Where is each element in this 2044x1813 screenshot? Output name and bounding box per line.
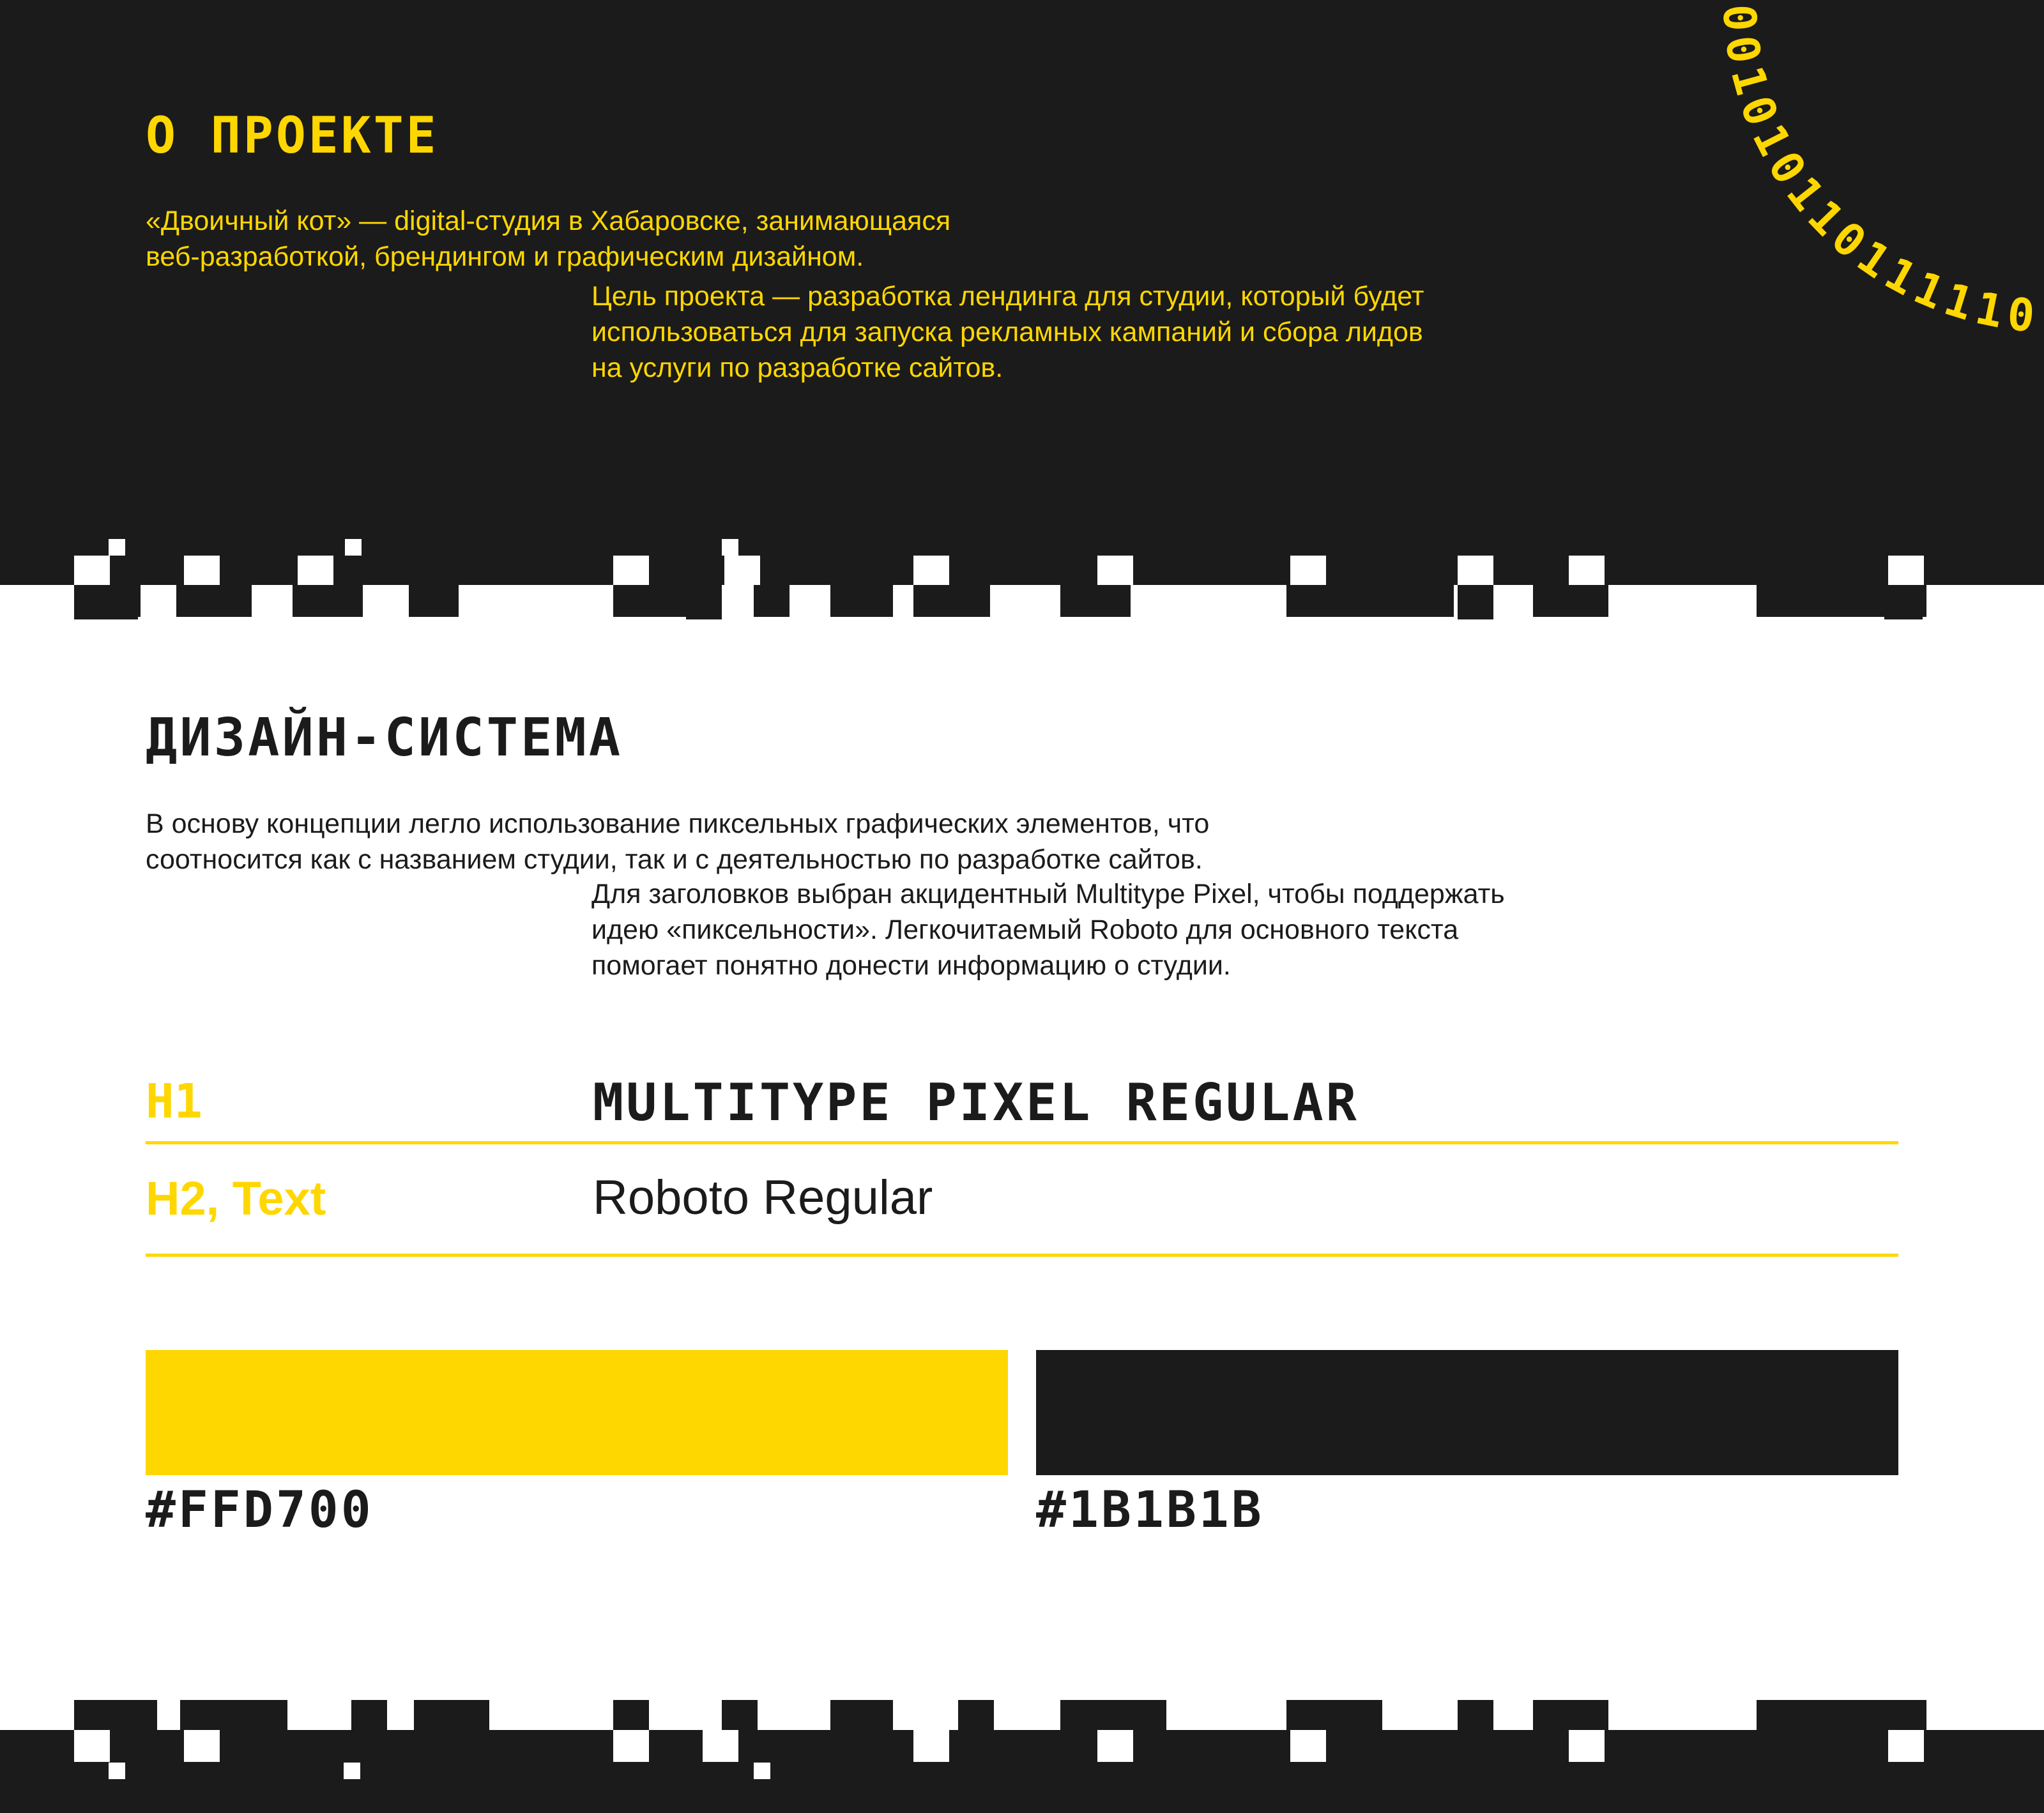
fonts-line: помогает понятно донести информацию о студии. xyxy=(591,950,1231,981)
typography-row-h2 xyxy=(146,1144,1898,1257)
typography-label: H2, Text xyxy=(146,1172,326,1225)
typography-font-name: Roboto Regular xyxy=(593,1171,933,1225)
pixel-block-dark xyxy=(1286,585,1382,617)
typography-font-name: MULTITYPE PIXEL REGULAR xyxy=(593,1073,1359,1132)
color-hex-label: #FFD700 xyxy=(146,1482,374,1539)
about-intro-line: «Двоичный кот» — digital-студия в Хабаровске, занимающаяся xyxy=(146,206,951,236)
pixel-block-dark xyxy=(1060,585,1131,617)
about-intro-line: веб-разработкой, брендингом и графическим дизайном. xyxy=(146,241,864,272)
about-intro-paragraph xyxy=(146,203,950,275)
pixel-block-dark xyxy=(409,585,459,617)
pixel-block-dark xyxy=(1286,1700,1382,1732)
typography-label: H1 xyxy=(146,1074,203,1129)
pixel-block-dark xyxy=(176,585,252,617)
typography-row-h1 xyxy=(146,1060,1898,1143)
binary-arc-decoration xyxy=(1635,0,2044,383)
design-system-title: ДИЗАЙН-СИСТЕМА xyxy=(146,708,623,768)
pixel-block-dark xyxy=(74,1700,157,1732)
pixel-block-dark xyxy=(414,1700,489,1732)
fonts-line: Для заголовков выбран акцидентный Multitype Pixel, чтобы поддержать xyxy=(591,879,1505,909)
about-goal-paragraph xyxy=(591,278,1424,386)
typography-divider xyxy=(146,1254,1898,1257)
about-goal-line: использоваться для запуска рекламных кампаний и сбора лидов xyxy=(591,317,1423,347)
pixel-block-dark xyxy=(1380,585,1454,617)
pixel-block-dark xyxy=(1060,1700,1131,1732)
pixel-block-dark xyxy=(1458,1700,1493,1732)
concept-paragraph xyxy=(146,806,1209,877)
pixel-block-dark xyxy=(1533,585,1608,617)
pixel-block-dark xyxy=(180,1700,256,1732)
pixel-block-dark xyxy=(1757,1700,1926,1732)
pixel-block-dark xyxy=(613,585,689,617)
pixel-block-dark xyxy=(351,1700,387,1732)
pixel-block-dark xyxy=(958,1700,994,1732)
about-goal-line: на услуги по разработке сайтов. xyxy=(591,353,1003,383)
pixel-block-dark xyxy=(1131,1700,1166,1732)
pixel-block-dark xyxy=(109,585,141,617)
footer-band-background xyxy=(0,1730,2044,1813)
fonts-line: идею «пиксельности». Легкочитаемый Roboto для основного текста xyxy=(591,914,1459,945)
pixel-block-dark xyxy=(913,585,990,617)
concept-line: соотносится как с названием студии, так и с деятельностью по разработке сайтов. xyxy=(146,844,1203,875)
about-title: О ПРОЕКТЕ xyxy=(146,107,439,165)
fonts-paragraph xyxy=(591,876,1505,983)
color-swatch-black xyxy=(1036,1350,1898,1475)
concept-line: В основу концепции легло использование пиксельных графических элементов, что xyxy=(146,808,1210,839)
pixel-block-dark xyxy=(613,1700,649,1732)
pixel-block-dark xyxy=(1757,585,1926,617)
pixel-block-dark xyxy=(830,1700,893,1732)
pixel-block-dark xyxy=(1533,1700,1608,1732)
color-hex-label: #1B1B1B xyxy=(1036,1482,1264,1539)
pixel-block-dark xyxy=(256,1700,287,1732)
about-goal-line: Цель проекта — разработка лендинга для студии, который будет xyxy=(591,281,1424,312)
pixel-block-dark xyxy=(722,1700,758,1732)
pixel-block-dark xyxy=(293,585,363,617)
binary-arc-text: 001010110111110 xyxy=(1712,3,2043,344)
color-swatch-yellow xyxy=(146,1350,1008,1475)
pixel-block-dark xyxy=(830,585,893,617)
pixel-block-dark xyxy=(754,585,789,617)
